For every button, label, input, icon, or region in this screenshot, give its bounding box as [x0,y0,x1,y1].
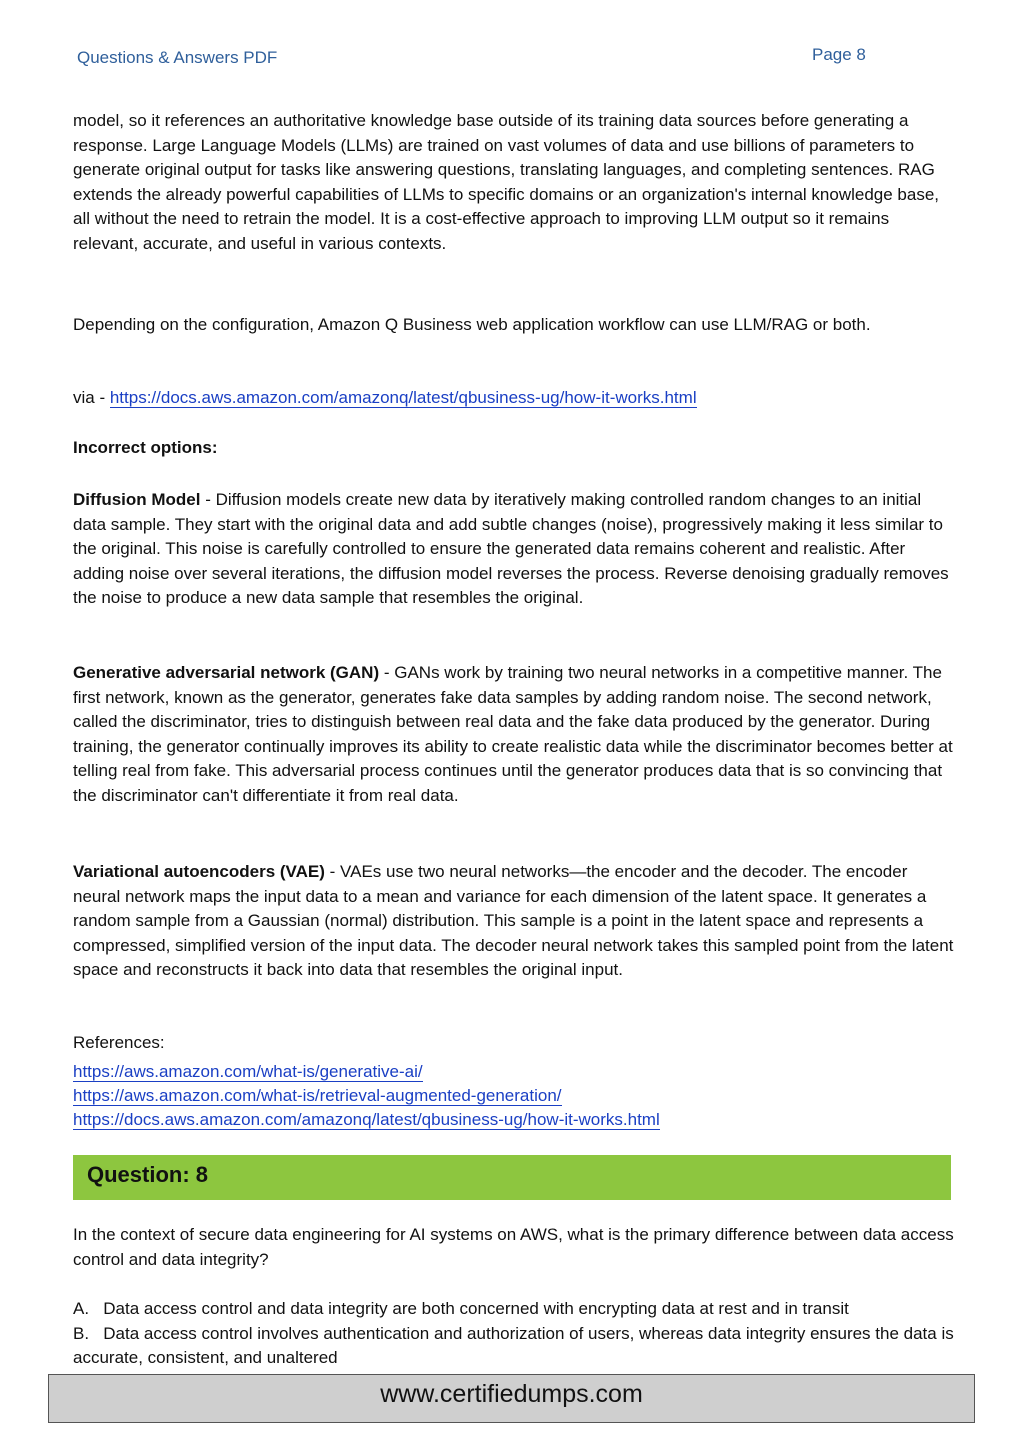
answer-letter: B. [73,1323,90,1343]
option-vae [73,860,958,983]
option-gan [73,661,958,808]
paragraph-rag: model, so it references an authoritative knowledge base outside of its training data sources before generating a response. Large Language Models (LLMs) are trained on vast volumes of data and use billions of parameters to generate original output for tasks like answering questions, translating languages, and completing sentences. RAG extends the already powerful capabilities of LLMs to specific domains or an organization's internal knowledge base, all without the need to retrain the model. It is a cost-effective approach to improving LLM output so it remains relevant, accurate, and useful in various contexts. [73,111,940,253]
option-title: Generative adversarial network (GAN) [73,663,380,682]
reference-link[interactable]: https://aws.amazon.com/what-is/generative-ai/ [73,1062,423,1081]
answer-text: Data access control and data integrity are both concerned with encrypting data at rest and in transit [103,1299,849,1318]
answer-option-b [73,1322,958,1371]
option-text: - GANs work by training two neural networks in a competitive manner. The first network, known as the generator, generates fake data samples by adding random noise. The second network, called the discriminator, tries to distinguish between real data and the fake data produced by the generator. During training, the generator continually improves its ability to create realistic data while the discriminator becomes better at telling real from fake. This adversarial process continues until the generator produces data that is so convincing that the discriminator can't differentiate it from real data. [73,663,953,805]
via-link[interactable]: https://docs.aws.amazon.com/amazonq/latest/qbusiness-ug/how-it-works.html [109,388,697,407]
answer-text: Data access control involves authentication and authorization of users, whereas data integrity ensures the data is accurate, consistent, and unaltered [73,1323,954,1367]
references-label: References: [73,1033,165,1052]
reference-link[interactable]: https://docs.aws.amazon.com/amazonq/latest/qbusiness-ug/how-it-works.html [73,1110,660,1129]
reference-link[interactable]: https://aws.amazon.com/what-is/retrieval-augmented-generation/ [73,1086,562,1105]
reference-item [73,1084,562,1108]
question-text-block [73,1223,958,1272]
reference-item [73,1108,660,1132]
page-number: Page 8 [812,45,866,64]
footer-website: www.certifiedumps.com [380,1380,643,1408]
configuration-paragraph [73,311,958,339]
rag-explanation-paragraph [73,109,958,256]
via-prefix: via - [73,388,110,407]
footer-bar [48,1374,975,1423]
header-title: Questions & Answers PDF [77,48,278,67]
option-diffusion [73,488,958,611]
question-text: In the context of secure data engineering for AI systems on AWS, what is the primary difference between data access control and data integrity? [73,1225,954,1269]
option-text: - VAEs use two neural networks—the encoder and the decoder. The encoder neural network maps the input data to a mean and variance for each dimension of the latent space. It generates a random sample from a Gaussian (normal) distribution. This sample is a point in the latent space and represents a compressed, simplified version of the input data. The decoder neural network takes this sampled point from the latent space and reconstructs it back into data that resembles the original input. [73,862,954,979]
answer-option-a [73,1297,958,1322]
incorrect-heading: Incorrect options: [73,438,218,457]
option-title: Variational autoencoders (VAE) [73,862,325,881]
option-title: Diffusion Model [73,490,201,509]
answer-options [73,1297,958,1371]
question-header-bar [73,1155,951,1200]
reference-item [73,1060,423,1084]
question-heading: Question: 8 [87,1162,209,1187]
answer-letter: A. [73,1299,90,1318]
paragraph-configuration: Depending on the configuration, Amazon Q Business web application workflow can use LLM/RAG or both. [73,315,871,334]
option-text: - Diffusion models create new data by iteratively making controlled random changes to an initial data sample. They start with the original data and add subtle changes (noise), progressively making it less similar to the original. This noise is carefully controlled to ensure the generated data remains coherent and realistic. After adding noise over several iterations, the diffusion model reverses the process. Reverse denoising gradually removes the noise to produce a new data sample that resembles the original. [73,490,949,607]
via-line [73,386,958,411]
incorrect-options-heading [73,436,958,461]
